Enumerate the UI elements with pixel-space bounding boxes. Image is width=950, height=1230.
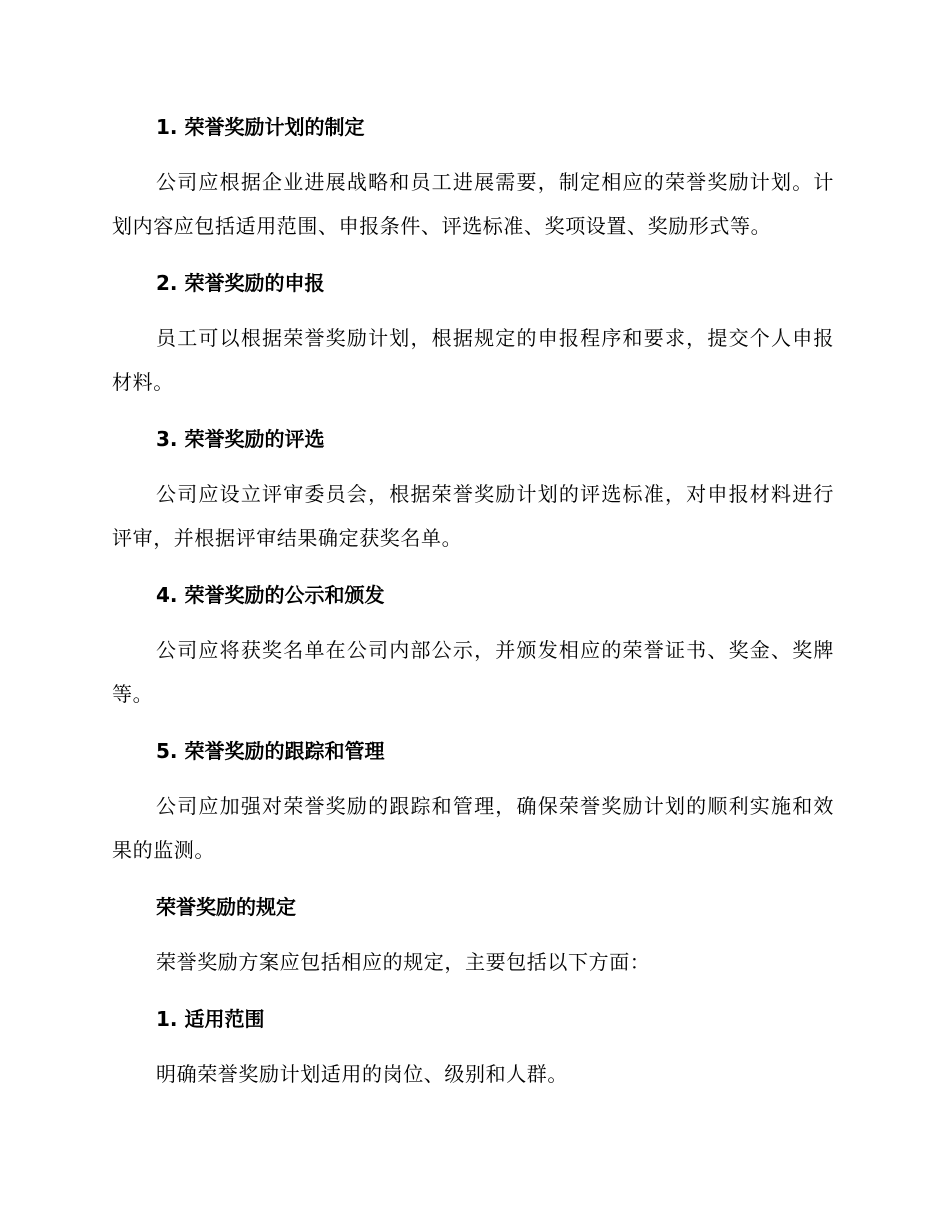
section-heading: 荣誉奖励的规定: [156, 895, 296, 919]
section-heading: 2. 荣誉奖励的申报: [156, 271, 325, 295]
section-heading: 3. 荣誉奖励的评选: [156, 427, 325, 451]
section-paragraph: 公司应加强对荣誉奖励的跟踪和管理，确保荣誉奖励计划的顺利实施和效果的监测。: [112, 794, 834, 862]
section-heading: 1. 适用范围: [156, 1007, 265, 1031]
section-paragraph: 荣誉奖励方案应包括相应的规定，主要包括以下方面：: [156, 950, 651, 974]
section-paragraph: 明确荣誉奖励计划适用的岗位、级别和人群。: [156, 1062, 568, 1086]
section-heading: 1. 荣誉奖励计划的制定: [156, 115, 365, 139]
section-paragraph: 公司应将获奖名单在公司内部公示，并颁发相应的荣誉证书、奖金、奖牌等。: [112, 638, 834, 706]
section-paragraph: 公司应设立评审委员会，根据荣誉奖励计划的评选标准，对申报材料进行评审，并根据评审结果确定获奖名单。: [112, 482, 834, 550]
section-paragraph: 员工可以根据荣誉奖励计划，根据规定的申报程序和要求，提交个人申报材料。: [112, 326, 834, 394]
section-paragraph: 公司应根据企业进展战略和员工进展需要，制定相应的荣誉奖励计划。计划内容应包括适用范围、申报条件、评选标准、奖项设置、奖励形式等。: [112, 170, 834, 238]
section-heading: 5. 荣誉奖励的跟踪和管理: [156, 739, 385, 763]
document-content: [112, 108, 834, 1112]
section-heading: 4. 荣誉奖励的公示和颁发: [156, 583, 385, 607]
